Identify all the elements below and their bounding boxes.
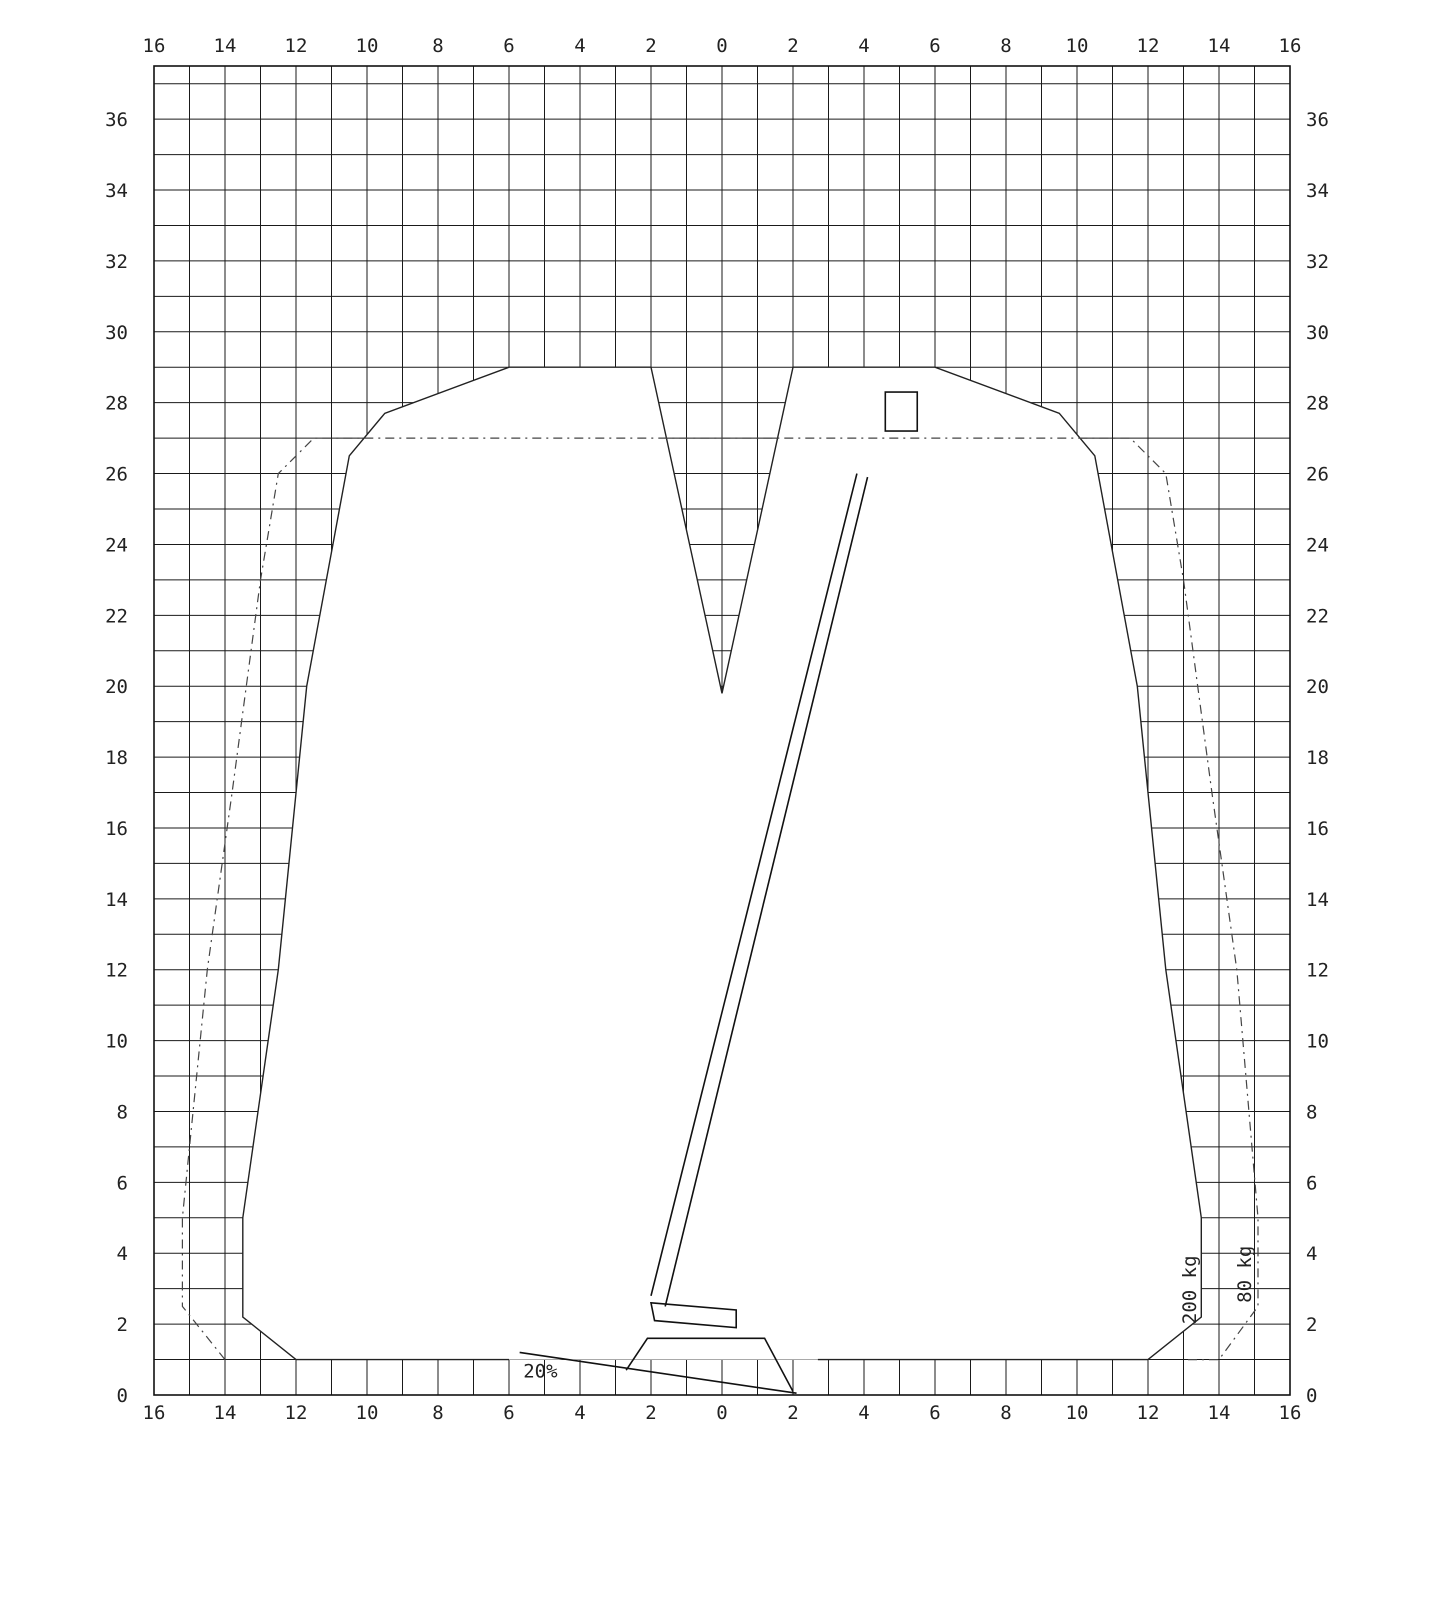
- x-tick-label-top: 8: [432, 35, 444, 57]
- annotation-200kg: 200 kg: [1178, 1255, 1201, 1325]
- y-tick-label-right: 24: [1306, 534, 1329, 557]
- y-tick-label-left: 8: [116, 1101, 128, 1124]
- y-tick-label-right: 16: [1306, 817, 1329, 840]
- y-tick-label-right: 30: [1306, 321, 1329, 344]
- x-tick-label-bottom: 12: [1136, 1402, 1160, 1424]
- y-tick-label-left: 24: [105, 534, 128, 557]
- y-tick-label-left: 10: [105, 1030, 128, 1053]
- x-tick-label-bottom: 16: [1278, 1402, 1302, 1424]
- y-tick-label-left: 20: [105, 676, 128, 699]
- y-tick-label-right: 12: [1306, 959, 1329, 982]
- y-tick-label-left: 28: [105, 392, 128, 415]
- y-tick-label-left: 32: [105, 250, 128, 273]
- y-tick-label-right: 4: [1306, 1243, 1318, 1266]
- y-tick-label-right: 10: [1306, 1030, 1329, 1053]
- x-tick-label-top: 10: [1065, 35, 1089, 57]
- annotation-slope: 20%: [523, 1360, 558, 1383]
- annotation-80kg: 80 kg: [1233, 1245, 1256, 1303]
- x-tick-label-top: 6: [929, 35, 941, 57]
- x-tick-label-top: 10: [355, 35, 379, 57]
- x-tick-label-top: 0: [716, 35, 728, 57]
- x-tick-label-bottom: 2: [645, 1402, 657, 1424]
- x-tick-label-top: 6: [503, 35, 515, 57]
- x-tick-label-bottom: 14: [1207, 1402, 1231, 1424]
- x-tick-label-bottom: 8: [432, 1402, 444, 1424]
- y-tick-label-right: 20: [1306, 676, 1329, 699]
- y-tick-label-left: 12: [105, 959, 128, 982]
- x-tick-label-bottom: 10: [1065, 1402, 1089, 1424]
- y-tick-label-right: 22: [1306, 605, 1329, 628]
- x-tick-label-top: 2: [645, 35, 657, 57]
- x-tick-label-top: 12: [284, 35, 308, 57]
- y-tick-label-left: 6: [116, 1172, 128, 1195]
- x-tick-label-top: 16: [142, 35, 166, 57]
- x-tick-label-top: 2: [787, 35, 799, 57]
- x-tick-label-top: 16: [1278, 35, 1302, 57]
- y-tick-label-left: 14: [105, 888, 128, 911]
- y-tick-label-left: 22: [105, 605, 128, 628]
- x-tick-label-bottom: 6: [503, 1402, 515, 1424]
- x-tick-label-bottom: 4: [858, 1402, 870, 1424]
- y-tick-label-right: 6: [1306, 1172, 1318, 1195]
- y-tick-label-left: 16: [105, 817, 128, 840]
- y-tick-label-right: 36: [1306, 109, 1329, 132]
- y-tick-label-left: 0: [116, 1385, 128, 1407]
- x-tick-label-top: 8: [1000, 35, 1012, 57]
- y-tick-label-right: 18: [1306, 747, 1329, 770]
- x-tick-label-bottom: 4: [574, 1402, 586, 1424]
- y-tick-label-left: 36: [105, 109, 128, 132]
- y-tick-label-left: 2: [116, 1314, 128, 1337]
- y-tick-label-right: 28: [1306, 392, 1329, 415]
- envelopes: [182, 367, 1258, 1359]
- y-tick-label-left: 26: [105, 463, 128, 486]
- y-tick-label-left: 30: [105, 321, 128, 344]
- x-tick-label-bottom: 2: [787, 1402, 799, 1424]
- x-tick-label-top: 14: [213, 35, 237, 57]
- y-tick-label-left: 34: [105, 180, 128, 203]
- x-tick-label-bottom: 8: [1000, 1402, 1012, 1424]
- x-tick-label-bottom: 6: [929, 1402, 941, 1424]
- x-tick-label-top: 14: [1207, 35, 1231, 57]
- x-tick-label-bottom: 12: [284, 1402, 308, 1424]
- y-tick-label-right: 34: [1306, 180, 1329, 203]
- y-tick-label-right: 32: [1306, 250, 1329, 273]
- y-tick-label-right: 26: [1306, 463, 1329, 486]
- y-tick-label-right: 8: [1306, 1101, 1318, 1124]
- x-tick-label-bottom: 0: [716, 1402, 728, 1424]
- x-tick-label-bottom: 10: [355, 1402, 379, 1424]
- y-tick-label-right: 14: [1306, 888, 1329, 911]
- x-tick-label-top: 12: [1136, 35, 1160, 57]
- y-tick-label-right: 2: [1306, 1314, 1318, 1337]
- x-tick-label-top: 4: [858, 35, 870, 57]
- x-tick-label-bottom: 16: [142, 1402, 166, 1424]
- y-tick-label-right: 0: [1306, 1385, 1318, 1407]
- y-tick-label-left: 18: [105, 747, 128, 770]
- y-tick-label-left: 4: [116, 1243, 128, 1266]
- x-tick-label-bottom: 14: [213, 1402, 237, 1424]
- x-tick-label-top: 4: [574, 35, 586, 57]
